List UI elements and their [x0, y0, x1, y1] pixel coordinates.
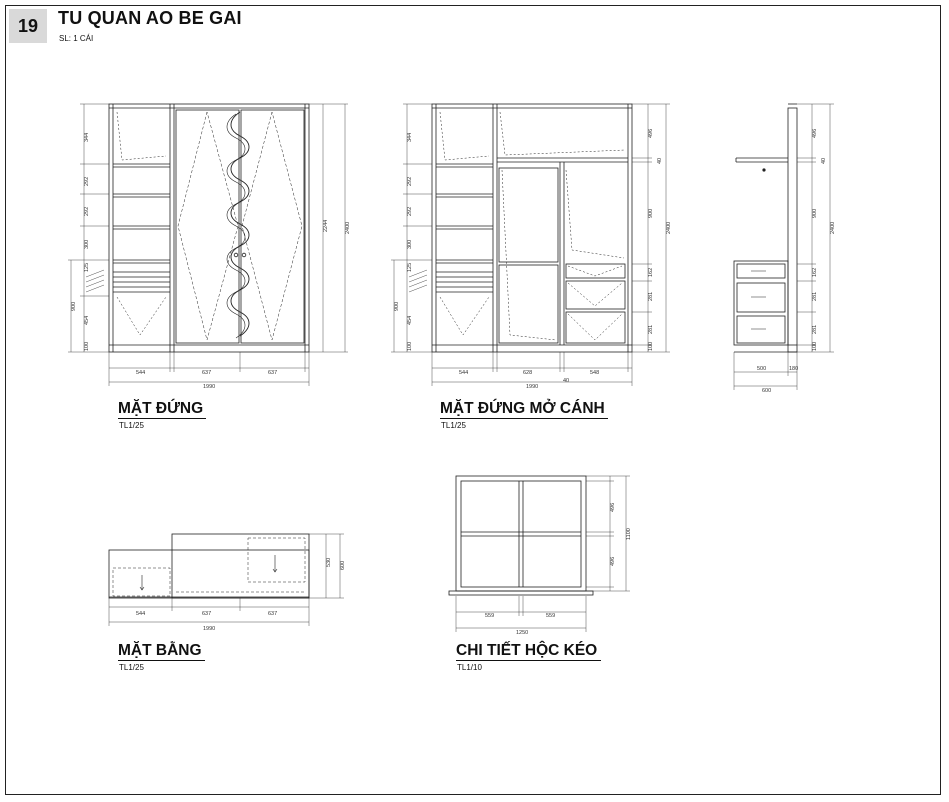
front-dim-height-6: 454	[84, 315, 90, 325]
open-front-view-title-underline	[440, 418, 608, 419]
drawer-dim-width-1: 559	[485, 613, 495, 619]
side-dim-width-1: 500	[757, 366, 767, 372]
open-dim-right-7: 100	[648, 341, 654, 351]
open-dim-right-6: 281	[648, 324, 654, 334]
open-dim-left-3: 292	[407, 206, 413, 216]
side-back-panel	[788, 108, 797, 352]
open-dim-right-1: 496	[648, 128, 654, 138]
side-dim-h7: 100	[812, 341, 818, 351]
open-dim-width-2: 628	[523, 370, 533, 376]
front-dim-height-7: 100	[84, 341, 90, 351]
plan-dim-width-2: 637	[202, 611, 212, 617]
plan-dim-width-1: 544	[136, 611, 146, 617]
open-front-elevation	[391, 104, 670, 386]
front-left-door	[176, 110, 239, 343]
sheet-title: TU QUAN AO BE GAI	[58, 8, 242, 28]
drawer-dim-total: 1100	[626, 528, 632, 540]
front-dim-height-total: 2400	[345, 221, 351, 234]
sheet-number: 19	[9, 9, 47, 43]
side-dim-h1: 496	[812, 128, 818, 138]
open-cabinet-outline	[432, 104, 632, 352]
drawer-detail	[449, 476, 630, 632]
plan-dimensions	[136, 558, 346, 632]
front-dim-height-mid: 900	[71, 301, 77, 311]
front-dim-overall-width: 1990	[203, 384, 216, 390]
side-dim-overall: 600	[762, 388, 772, 394]
side-elevation	[734, 104, 834, 390]
front-view-scale: TL1/25	[119, 421, 144, 430]
plan-view-scale: TL1/25	[119, 663, 144, 672]
open-front-view-scale: TL1/25	[441, 421, 466, 430]
open-dim-left-2: 292	[407, 176, 413, 186]
open-dim-right-5: 281	[648, 291, 654, 301]
open-dim-gap: 40	[563, 378, 570, 384]
plan-dim-overall: 1990	[203, 626, 216, 632]
sheet-quantity: SL: 1 CÁI	[59, 34, 94, 43]
open-dim-right-3: 900	[648, 208, 654, 218]
front-elevation	[68, 104, 348, 386]
side-dimensions	[757, 129, 836, 394]
front-dim-width-3: 637	[268, 370, 278, 376]
open-dim-left-4: 300	[407, 239, 413, 249]
plan-view-title: MẶT BẰNG	[118, 642, 202, 659]
front-dim-height-4: 300	[84, 239, 90, 249]
front-dim-height-inner: 2244	[323, 219, 329, 232]
open-dim-total: 2400	[666, 221, 672, 234]
open-dim-left-1: 344	[407, 132, 413, 142]
side-dim-h3: 900	[812, 208, 818, 218]
drawer-detail-scale: TL1/10	[457, 663, 482, 672]
front-dim-height-2: 292	[84, 176, 90, 186]
plan-dim-width-3: 637	[268, 611, 278, 617]
side-drawer-2	[737, 283, 785, 312]
front-dim-height-3: 292	[84, 206, 90, 216]
open-dim-width-3: 548	[590, 370, 600, 376]
open-dim-overall-width: 1990	[526, 384, 539, 390]
drawer-dim-overall: 1250	[516, 630, 529, 636]
open-drawer-2	[566, 281, 625, 309]
open-dim-right-2: 40	[657, 157, 663, 164]
front-dim-height-1: 344	[84, 132, 90, 142]
side-dim-total: 2400	[830, 221, 836, 234]
side-dim-h6: 281	[812, 324, 818, 334]
front-dim-height-5: 125	[84, 262, 90, 272]
drawer-detail-title-underline	[456, 660, 601, 661]
front-dim-width-2: 637	[202, 370, 212, 376]
open-drawer-3	[566, 312, 625, 343]
plan-dim-depth-2: 600	[340, 560, 346, 570]
open-front-view-title: MẶT ĐỨNG MỞ CÁNH	[440, 400, 605, 417]
drawer-dim-h2: 496	[610, 556, 616, 566]
plan-view-title-underline	[118, 660, 205, 661]
side-dim-h2: 40	[821, 157, 827, 164]
side-drawer-3	[737, 316, 785, 343]
front-right-door	[241, 110, 304, 343]
side-dim-h5: 281	[812, 291, 818, 301]
side-drawer-block	[734, 261, 788, 345]
side-dim-width-2: 180	[789, 366, 799, 372]
open-dim-mid: 900	[394, 301, 400, 311]
drawer-dim-h1: 496	[610, 502, 616, 512]
open-dim-width-1: 544	[459, 370, 469, 376]
drawer-detail-base	[449, 591, 593, 595]
side-dim-h4: 162	[812, 267, 818, 277]
open-dim-left-5: 125	[407, 262, 413, 272]
front-view-title: MẶT ĐỨNG	[118, 400, 204, 417]
front-view-title-underline	[118, 418, 206, 419]
front-cabinet-outline	[109, 104, 309, 352]
open-dim-left-7: 100	[407, 341, 413, 351]
drawer-detail-title: CHI TIẾT HỘC KÉO	[456, 642, 598, 659]
plan-dim-depth-1: 530	[326, 557, 332, 567]
plan-outline	[109, 550, 309, 598]
drawer-dim-width-2: 559	[546, 613, 556, 619]
front-dim-width-1: 544	[136, 370, 146, 376]
open-dim-left-6: 454	[407, 315, 413, 325]
drawer-detail-outline	[456, 476, 586, 591]
open-dim-right-4: 162	[648, 267, 654, 277]
